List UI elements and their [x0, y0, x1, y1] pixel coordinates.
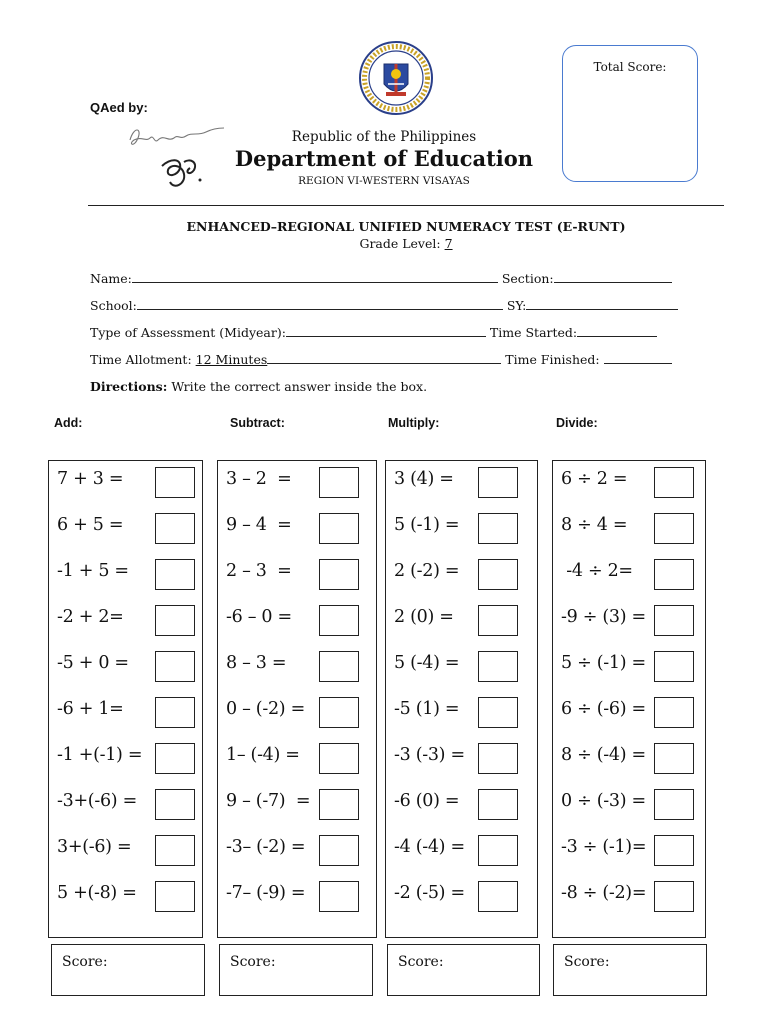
answer-box[interactable]: [478, 881, 518, 912]
problem-row: [386, 599, 537, 645]
problem-row: [49, 783, 202, 829]
problem-row: [218, 829, 376, 875]
answer-box[interactable]: [155, 559, 195, 590]
problem-row: [218, 691, 376, 737]
problem-row: [553, 783, 705, 829]
answer-box[interactable]: [155, 789, 195, 820]
assessment-field[interactable]: [286, 324, 486, 337]
problem-row: [386, 875, 537, 921]
multiply-column: [385, 460, 538, 938]
republic-label: Republic of the Philippines: [291, 129, 477, 145]
problem-expression: 2 (-2) =: [394, 561, 460, 581]
problem-expression: 5 (-1) =: [394, 515, 460, 535]
time-started-field[interactable]: [577, 324, 657, 337]
problem-expression: 6 + 5 =: [57, 515, 124, 535]
subtract-column: [217, 460, 377, 938]
qaed-by-label: QAed by:: [90, 100, 148, 115]
problem-expression: -1 + 5 =: [57, 561, 129, 581]
info-row-allotment: [90, 351, 672, 367]
answer-box[interactable]: [654, 605, 694, 636]
problem-expression: -1 +(-1) =: [57, 745, 143, 765]
problem-expression: -3 ÷ (-1)=: [561, 837, 647, 857]
problem-row: [218, 599, 376, 645]
header-divider: [88, 205, 724, 206]
answer-box[interactable]: [319, 513, 359, 544]
add-score-box[interactable]: [51, 944, 205, 996]
score-label: Score:: [230, 954, 276, 970]
problem-row: [218, 645, 376, 691]
problem-row: [49, 645, 202, 691]
section-field[interactable]: [554, 270, 672, 283]
answer-box[interactable]: [319, 651, 359, 682]
problem-expression: 9 – 4 =: [226, 515, 292, 535]
problem-row: [218, 553, 376, 599]
problem-row: [553, 737, 705, 783]
problem-row: [218, 737, 376, 783]
department-title: Department of Education: [234, 146, 534, 171]
problem-expression: -6 – 0 =: [226, 607, 292, 627]
problem-expression: -3– (-2) =: [226, 837, 306, 857]
answer-box[interactable]: [654, 789, 694, 820]
problem-expression: 5 (-4) =: [394, 653, 460, 673]
answer-box[interactable]: [478, 743, 518, 774]
answer-box[interactable]: [155, 743, 195, 774]
school-field[interactable]: [137, 297, 503, 310]
problem-expression: -6 + 1=: [57, 699, 124, 719]
answer-box[interactable]: [478, 789, 518, 820]
problem-row: [553, 461, 705, 507]
answer-box[interactable]: [478, 605, 518, 636]
score-label: Score:: [564, 954, 610, 970]
answer-box[interactable]: [155, 651, 195, 682]
problem-expression: 7 + 3 =: [57, 469, 124, 489]
problem-expression: -3+(-6) =: [57, 791, 137, 811]
problem-row: [49, 507, 202, 553]
problem-row: [553, 829, 705, 875]
answer-box[interactable]: [319, 789, 359, 820]
directions: [90, 379, 427, 394]
add-header: Add:: [54, 416, 83, 430]
problem-expression: 5 +(-8) =: [57, 883, 137, 903]
multiply-header: Multiply:: [388, 416, 440, 430]
divide-column: [552, 460, 706, 938]
problem-expression: 6 ÷ (-6) =: [561, 699, 646, 719]
test-title: ENHANCED–REGIONAL UNIFIED NUMERACY TEST (E-RUNT): [186, 219, 626, 234]
answer-box[interactable]: [155, 605, 195, 636]
total-score-box[interactable]: [562, 45, 698, 182]
problem-expression: -2 (-5) =: [394, 883, 465, 903]
time-finished-label: Time Finished:: [505, 352, 604, 367]
problem-expression: 2 (0) =: [394, 607, 454, 627]
problem-row: [386, 645, 537, 691]
problem-expression: -4 ÷ 2=: [561, 561, 633, 581]
grade-level: [0, 236, 768, 251]
sy-field[interactable]: [526, 297, 678, 310]
grade-level-label: Grade Level:: [359, 236, 445, 251]
name-label: Name:: [90, 271, 132, 286]
problem-row: [49, 875, 202, 921]
time-started-label: Time Started:: [489, 325, 578, 340]
deped-seal-logo: [358, 40, 434, 116]
info-row-assessment: [90, 324, 657, 340]
problem-row: [553, 507, 705, 553]
problem-row: [49, 691, 202, 737]
problem-row: [386, 507, 537, 553]
answer-box[interactable]: [319, 605, 359, 636]
problem-expression: -6 (0) =: [394, 791, 460, 811]
directions-label: Directions:: [90, 379, 168, 394]
problem-expression: 8 – 3 =: [226, 653, 287, 673]
answer-box[interactable]: [654, 835, 694, 866]
answer-box[interactable]: [654, 559, 694, 590]
problem-row: [386, 783, 537, 829]
answer-box[interactable]: [478, 559, 518, 590]
problem-expression: 0 ÷ (-3) =: [561, 791, 646, 811]
answer-box[interactable]: [319, 835, 359, 866]
answer-box[interactable]: [319, 559, 359, 590]
divide-header: Divide:: [556, 416, 598, 430]
problem-expression: -5 (1) =: [394, 699, 460, 719]
answer-box[interactable]: [155, 697, 195, 728]
answer-box[interactable]: [155, 513, 195, 544]
problem-row: [49, 553, 202, 599]
answer-box[interactable]: [654, 697, 694, 728]
directions-text: Write the correct answer inside the box.: [167, 379, 428, 394]
section-label: Section:: [501, 271, 554, 286]
school-label: School:: [90, 298, 137, 313]
problem-row: [49, 829, 202, 875]
problem-row: [218, 875, 376, 921]
answer-box[interactable]: [654, 651, 694, 682]
score-label: Score:: [398, 954, 444, 970]
assessment-label: Type of Assessment (Midyear):: [90, 325, 286, 340]
answer-box[interactable]: [478, 513, 518, 544]
info-row-school: [90, 297, 678, 313]
problem-row: [386, 691, 537, 737]
answer-box[interactable]: [478, 697, 518, 728]
problem-row: [386, 829, 537, 875]
problem-expression: 6 ÷ 2 =: [561, 469, 628, 489]
problem-expression: -8 ÷ (-2)=: [561, 883, 647, 903]
answer-box[interactable]: [478, 467, 518, 498]
subtract-header: Subtract:: [230, 416, 285, 430]
problem-expression: -9 ÷ (3) =: [561, 607, 646, 627]
multiply-score-box[interactable]: [387, 944, 540, 996]
problem-expression: 5 ÷ (-1) =: [561, 653, 646, 673]
problem-expression: -4 (-4) =: [394, 837, 465, 857]
problem-row: [553, 553, 705, 599]
problem-row: [218, 783, 376, 829]
problem-row: [553, 875, 705, 921]
problem-row: [386, 737, 537, 783]
problem-expression: 9 – (-7) =: [226, 791, 311, 811]
problem-expression: -5 + 0 =: [57, 653, 129, 673]
problem-row: [553, 645, 705, 691]
answer-box[interactable]: [155, 467, 195, 498]
time-allotment-blank: [267, 351, 501, 364]
problem-expression: 1– (-4) =: [226, 745, 300, 765]
total-score-label: Total Score:: [593, 60, 667, 74]
answer-box[interactable]: [654, 467, 694, 498]
problem-row: [49, 599, 202, 645]
problem-expression: -2 + 2=: [57, 607, 124, 627]
answer-box[interactable]: [155, 835, 195, 866]
problem-expression: 0 – (-2) =: [226, 699, 305, 719]
problem-expression: -3 (-3) =: [394, 745, 465, 765]
answer-box[interactable]: [654, 513, 694, 544]
problem-row: [218, 461, 376, 507]
problem-expression: 3 (4) =: [394, 469, 454, 489]
problem-expression: 8 ÷ (-4) =: [561, 745, 646, 765]
problem-row: [49, 737, 202, 783]
time-allotment-label: Time Allotment:: [90, 352, 196, 367]
problem-row: [386, 461, 537, 507]
add-column: [48, 460, 203, 938]
grade-level-value: 7: [444, 236, 453, 251]
subtract-score-box[interactable]: [219, 944, 373, 996]
answer-box[interactable]: [155, 881, 195, 912]
problem-expression: -7– (-9) =: [226, 883, 306, 903]
problem-expression: 3 – 2 =: [226, 469, 292, 489]
answer-box[interactable]: [478, 651, 518, 682]
answer-box[interactable]: [319, 467, 359, 498]
region-label: REGION VI-WESTERN VISAYAS: [298, 175, 470, 187]
score-label: Score:: [62, 954, 108, 970]
problem-row: [553, 599, 705, 645]
problem-expression: 2 – 3 =: [226, 561, 292, 581]
problem-expression: 8 ÷ 4 =: [561, 515, 628, 535]
divide-score-box[interactable]: [553, 944, 707, 996]
answer-box[interactable]: [319, 881, 359, 912]
problem-row: [49, 461, 202, 507]
answer-box[interactable]: [654, 743, 694, 774]
time-allotment-value: 12 Minutes: [195, 352, 268, 367]
problem-row: [386, 553, 537, 599]
answer-box[interactable]: [478, 835, 518, 866]
answer-box[interactable]: [319, 697, 359, 728]
info-row-name: [90, 270, 672, 286]
answer-box[interactable]: [654, 881, 694, 912]
time-finished-field[interactable]: [604, 351, 672, 364]
answer-box[interactable]: [319, 743, 359, 774]
problem-row: [218, 507, 376, 553]
problem-row: [553, 691, 705, 737]
name-field[interactable]: [132, 270, 498, 283]
sy-label: SY:: [506, 298, 527, 313]
problem-expression: 3+(-6) =: [57, 837, 132, 857]
